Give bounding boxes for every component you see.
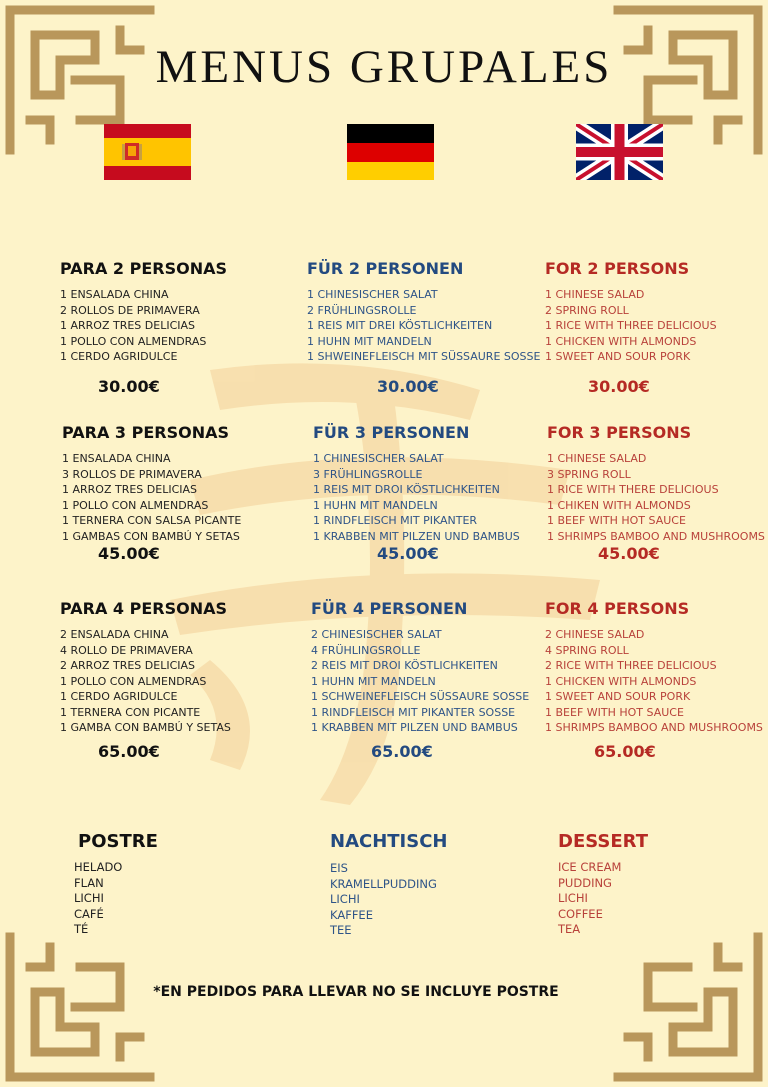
menu-item: 1 SHRIMPS BAMBOO AND MUSHROOMS — [547, 529, 765, 543]
menu-item: 4 SPRING ROLL — [545, 643, 629, 657]
dessert-items-list — [74, 860, 158, 938]
menu-4-persons-es — [60, 599, 231, 736]
menu-items-list — [313, 451, 520, 544]
dessert-heading: NACHTISCH — [330, 831, 448, 852]
menu-items-list — [307, 287, 540, 365]
dessert-en — [558, 832, 648, 938]
menu-item: 1 HUHN MIT MANDELN — [313, 498, 438, 512]
menu-items-list — [311, 627, 529, 736]
dessert-heading: POSTRE — [78, 831, 158, 852]
menu-item: 2 RICE WITH THREE DELICIOUS — [545, 659, 717, 672]
dessert-de — [330, 832, 447, 939]
dessert-item: EIS — [330, 861, 348, 875]
dessert-item: TÉ — [74, 922, 89, 936]
menu-item: 1 ARROZ TRES DELICIAS — [60, 319, 196, 332]
dessert-item: HELADO — [74, 860, 123, 874]
menu-heading: PARA 2 PERSONAS — [60, 259, 228, 278]
menu-item: 1 REIS MIT DROI KÖSTLICHKEITEN — [313, 483, 500, 496]
menu-item: 1 POLLO CON ALMENDRAS — [60, 674, 207, 688]
menu-2-persons-en — [545, 259, 717, 365]
menu-price: 30.00€ — [588, 377, 650, 396]
menu-item: 1 HUHN MIT MANDELN — [307, 334, 432, 348]
menu-item: 2 CHINESISCHER SALAT — [311, 628, 442, 641]
menu-item: 1 RINDFLEISCH MIT PIKANTER — [313, 514, 478, 527]
menu-items-list — [547, 451, 765, 544]
germany-flag — [347, 124, 434, 180]
menu-item: 1 BEEF WITH HOT SAUCE — [547, 514, 686, 527]
menu-item: 1 POLLO CON ALMENDRAS — [62, 498, 209, 512]
menu-item: 1 SHWEINEFLEISCH MIT SÜSSAURE SOSSE — [307, 350, 541, 363]
menu-item: 1 POLLO CON ALMENDRAS — [60, 334, 207, 348]
menu-item: 1 ENSALADA CHINA — [62, 452, 171, 465]
spain-flag — [104, 124, 191, 180]
menu-item: 1 RICE WITH THERE DELICIOUS — [547, 483, 719, 496]
corner-ornament-bottom-right — [608, 927, 768, 1087]
menu-item: 1 CHINESE SALAD — [547, 452, 647, 465]
menu-item: 1 ENSALADA CHINA — [60, 288, 169, 301]
menu-items-list — [62, 451, 241, 544]
menu-item: 1 TERNERA CON SALSA PICANTE — [62, 514, 242, 527]
dessert-item: LICHI — [74, 891, 104, 905]
menu-item: 1 TERNERA CON PICANTE — [60, 705, 201, 719]
menu-item: 3 FRÜHLINGSROLLE — [313, 467, 423, 481]
menu-item: 2 SPRING ROLL — [545, 303, 629, 317]
menu-price: 45.00€ — [98, 544, 160, 563]
page-title: MENUS GRUPALES — [155, 41, 613, 93]
dessert-item: FLAN — [74, 875, 104, 890]
menu-item: 1 SWEET AND SOUR PORK — [545, 690, 691, 703]
menu-items-list — [545, 627, 763, 736]
menu-item: 1 REIS MIT DREI KÖSTLICHKEITEN — [307, 319, 493, 332]
menu-heading: FOR 4 PERSONS — [545, 599, 690, 618]
brush-watermark — [150, 330, 630, 810]
dessert-es — [74, 832, 158, 938]
menu-4-persons-en — [545, 599, 763, 736]
menu-item: 1 CHICKEN WITH ALMONDS — [545, 334, 697, 348]
menu-item: 1 SCHWEINEFLEISCH SÜSSAURE SOSSE — [311, 690, 530, 703]
menu-item: 1 RINDFLEISCH MIT PIKANTER SOSSE — [311, 705, 516, 719]
menu-item: 1 SWEET AND SOUR PORK — [545, 350, 691, 363]
menu-item: 1 CHINESISCHER SALAT — [307, 288, 438, 301]
menu-item: 1 BEEF WITH HOT SAUCE — [545, 705, 684, 719]
takeaway-footnote: *EN PEDIDOS PARA LLEVAR NO SE INCLUYE POSTRE — [153, 984, 559, 1000]
menu-3-persons-en — [547, 423, 765, 544]
menu-item: 2 REIS MIT DROI KÖSTLICHKEITEN — [311, 659, 498, 672]
menu-item: 1 GAMBAS CON BAMBÚ Y SETAS — [62, 529, 240, 543]
menu-2-persons-es — [60, 259, 227, 365]
dessert-item: KRAMELLPUDDING — [330, 876, 437, 891]
menu-item: 3 SPRING ROLL — [547, 467, 631, 481]
dessert-item: LICHI — [558, 891, 588, 905]
menu-3-persons-es — [62, 423, 241, 544]
menu-heading: FÜR 2 PERSONEN — [307, 259, 464, 278]
menu-price: 30.00€ — [98, 377, 160, 396]
menu-item: 3 ROLLOS DE PRIMAVERA — [62, 467, 202, 481]
menu-item: 1 CHICKEN WITH ALMONDS — [545, 674, 697, 688]
dessert-items-list — [558, 860, 648, 938]
menu-item: 1 ARROZ TRES DELICIAS — [62, 483, 198, 496]
menu-2-persons-de — [307, 259, 540, 365]
menu-item: 1 HUHN MIT MANDELN — [311, 674, 436, 688]
menu-4-persons-de — [311, 599, 529, 736]
menu-heading: FOR 2 PERSONS — [545, 259, 690, 278]
menu-item: 1 CERDO AGRIDULCE — [60, 690, 178, 703]
menu-price: 45.00€ — [598, 544, 660, 563]
corner-ornament-bottom-left — [0, 927, 160, 1087]
menu-heading: PARA 3 PERSONAS — [62, 423, 230, 442]
menu-item: 1 CHINESE SALAD — [545, 288, 645, 301]
menu-heading: PARA 4 PERSONAS — [60, 599, 228, 618]
menu-item: 2 ARROZ TRES DELICIAS — [60, 659, 196, 672]
menu-heading: FÜR 3 PERSONEN — [313, 423, 470, 442]
dessert-item: COFFEE — [558, 906, 603, 921]
menu-items-list — [60, 287, 227, 365]
uk-flag — [576, 124, 663, 180]
menu-3-persons-de — [313, 423, 520, 544]
dessert-items-list — [330, 861, 447, 939]
menu-heading: FOR 3 PERSONS — [547, 423, 692, 442]
menu-item: 1 CERDO AGRIDULCE — [60, 350, 178, 363]
dessert-heading: DESSERT — [558, 831, 648, 852]
menu-item: 1 CHIKEN WITH ALMONDS — [547, 498, 691, 512]
menu-item: 1 KRABBEN MIT PILZEN UND BAMBUS — [311, 721, 518, 734]
menu-item: 4 FRÜHLINGSROLLE — [311, 643, 421, 657]
menu-items-list — [60, 627, 231, 736]
menu-items-list — [545, 287, 717, 365]
menu-item: 2 ENSALADA CHINA — [60, 628, 169, 641]
dessert-item: PUDDING — [558, 875, 612, 890]
menu-item: 1 RICE WITH THREE DELICIOUS — [545, 319, 717, 332]
dessert-item: KAFFEE — [330, 907, 373, 922]
menu-item: 1 SHRIMPS BAMBOO AND MUSHROOMS — [545, 721, 763, 734]
menu-price: 45.00€ — [377, 544, 439, 563]
menu-item: 4 ROLLO DE PRIMAVERA — [60, 643, 193, 657]
dessert-item: ICE CREAM — [558, 860, 622, 874]
dessert-item: LICHI — [330, 892, 360, 906]
menu-item: 1 KRABBEN MIT PILZEN UND BAMBUS — [313, 529, 520, 543]
menu-price: 65.00€ — [371, 742, 433, 761]
dessert-item: CAFÉ — [74, 906, 104, 921]
menu-price: 65.00€ — [98, 742, 160, 761]
menu-price: 30.00€ — [377, 377, 439, 396]
menu-item: 2 CHINESE SALAD — [545, 628, 645, 641]
menu-heading: FÜR 4 PERSONEN — [311, 599, 468, 618]
menu-item: 2 FRÜHLINGSROLLE — [307, 303, 417, 317]
dessert-item: TEE — [330, 923, 352, 937]
menu-price: 65.00€ — [594, 742, 656, 761]
menu-item: 1 CHINESISCHER SALAT — [313, 452, 444, 465]
menu-item: 1 GAMBA CON BAMBÚ Y SETAS — [60, 721, 231, 734]
menu-item: 2 ROLLOS DE PRIMAVERA — [60, 303, 200, 317]
dessert-item: TEA — [558, 922, 581, 936]
